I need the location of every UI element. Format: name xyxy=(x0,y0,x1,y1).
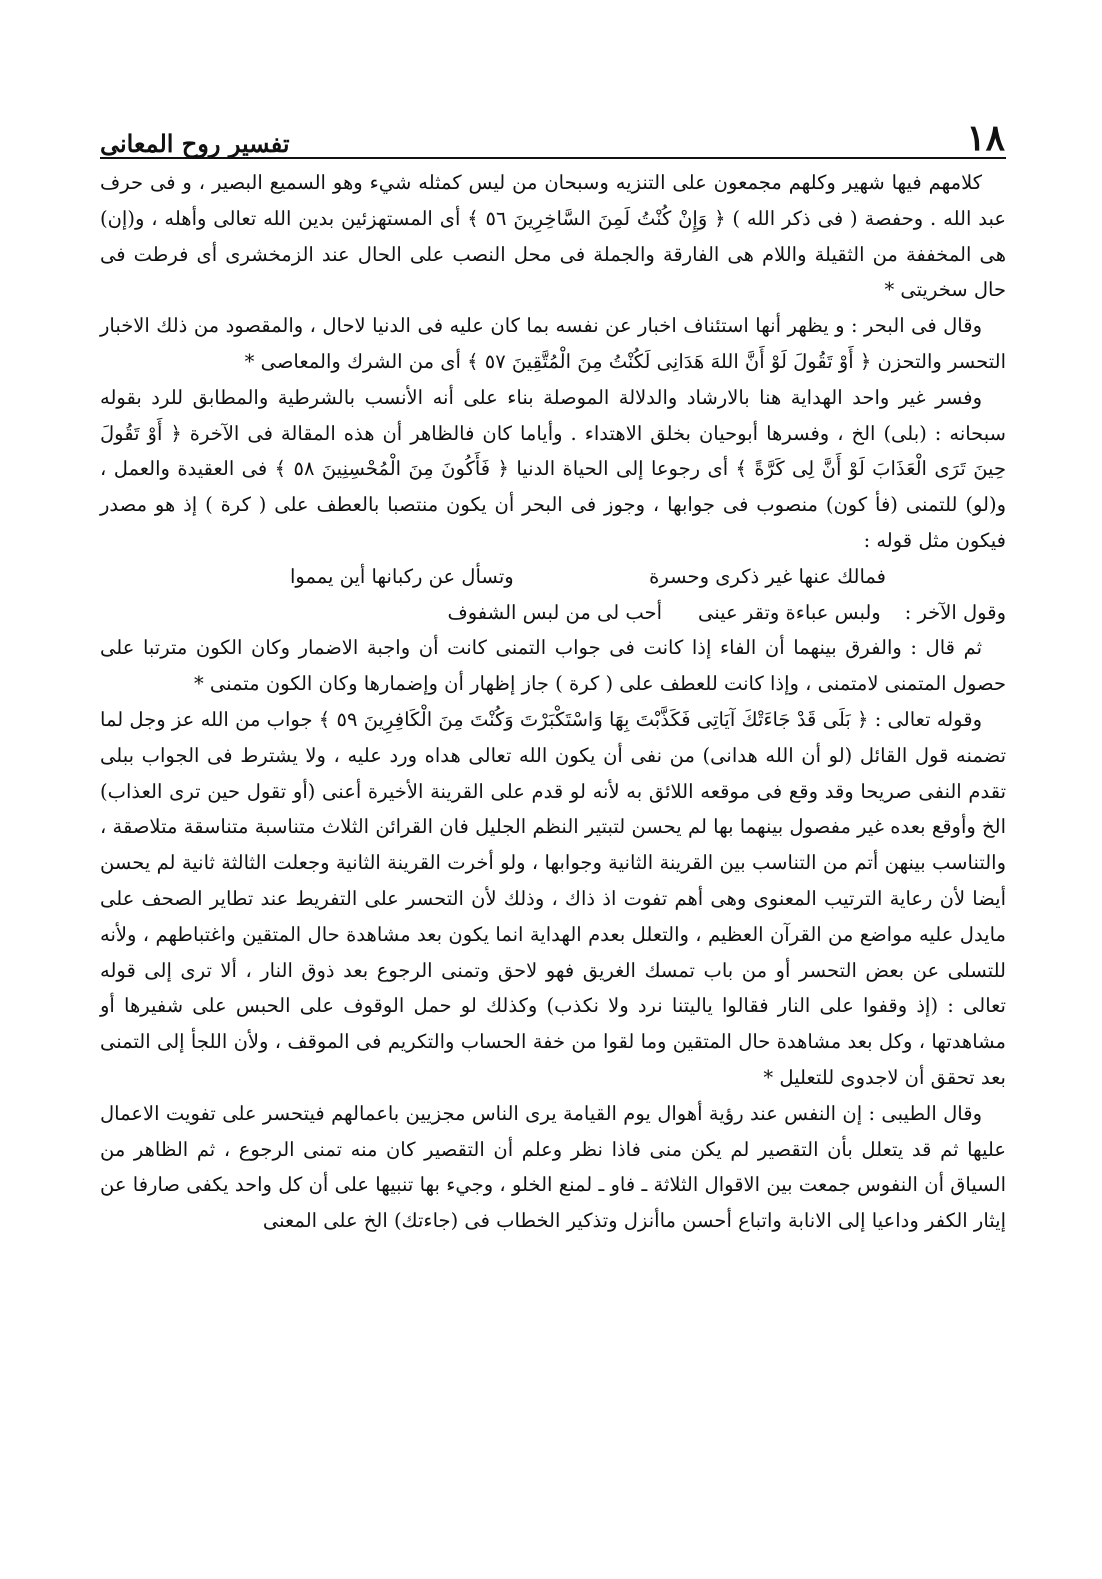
paragraph-6: وقال الطيبى : إن النفس عند رؤية أهوال يوم القيامة يرى الناس مجزيين باعمالهم فيتحسر على تفويت الاعمال عليها ثم قد يتعلل بأن التقصير لم يكن منى فاذا نظر وعلم أن التقصير كان منه تمنى الرجوع ، ثم الظاهر من السياق أن النفوس جمعت بين الاقوال الثلاثة ـ فاو ـ لمنع الخلو ، وجيء بها تنبيها على أن كل واحد يكفى صارفا عن إيثار الكفر وداعيا إلى الانابة واتباع أحسن ماأنزل وتذكير الخطاب فى (جاءتك) الخ على المعنى xyxy=(100,1101,1006,1233)
poetry-verse-1 xyxy=(100,559,1006,595)
paragraph-5: وقوله تعالى : ﴿ بَلَى قَدْ جَاءَتْكَ آيَاتِى فَكَذَّبْتَ بِهَا وَاسْتَكْبَرْتَ وَكُنْتَ مِنَ الْكَافِرِينَ ٥٩ ﴾ جواب من الله عز وجل لما تضمنه قول القائل (لو أن الله هدانى) من نفى أن يكون الله تعالى هداه ورد عليه ، ولا يشترط فى الجواب ببلى تقدم النفى صريحا وقد وقع فى موقعه اللائق به لأنه لو قدم على القرينة الأخيرة أعنى (أو تقول حين ترى العذاب) الخ وأوقع بعده غير مفصول بينهما بها لم يحسن لتبتير النظم الجليل فان القرائن الثلاث متناسبة متناسقة متلاصقة ، والتناسب بينهن أتم من التناسب بين القرينة الثانية وجوابها ، ولو أخرت القرينة الثانية وجعلت الثالثة ثانية لم يحسن أيضا لأن رعاية الترتيب المعنوى وهى أهم تفوت اذ ذاك ، وذلك لأن التحسر على التفريط عند تطاير الصحف على مايدل عليه مواضع من القرآن العظيم ، والتعلل بعدم الهداية انما يكون بعد مشاهدة حال المتقين واغتباطهم ، ولأنه للتسلى عن بعض التحسر أو من باب تمسك الغريق فهو لاحق وتمنى الرجوع بعد ذوق النار ، ألا ترى إلى قوله تعالى : (إذ وقفوا على النار فقالوا ياليتنا نرد ولا نكذب) وكذلك لو حمل الوقوف على الحبس على شفيرها أو مشاهدتها ، وكل بعد مشاهدة حال المتقين وما لقوا من خفة الحساب والتكريم فى الموقف ، ولأن اللجأ إلى التمنى بعد تحقق أن لاجدوى للتعليل * xyxy=(100,707,1006,1089)
verse-1-hemistich-1: فمالك عنها غير ذكرى وحسرة xyxy=(649,564,886,588)
verse-2-lead: وقول الآخر : xyxy=(904,600,1006,624)
paragraph-3: وفسر غير واحد الهداية هنا بالارشاد والدلالة الموصلة بناء على أنه الأنسب بالشرطية والمطابق للرد بقوله سبحانه : (بلى) الخ ، وفسرها أبوحيان بخلق الاهتداء . وأياما كان فالظاهر أن هذه المقالة فى الآخرة ﴿ أَوْ تَقُولَ حِينَ تَرَى الْعَذَابَ لَوْ أَنَّ لِى كَرَّةً ﴾ أى رجوعا إلى الحياة الدنيا ﴿ فَأَكُونَ مِنَ الْمُحْسِنِينَ ٥٨ ﴾ فى العقيدة والعمل ، و(لو) للتمنى (فأ كون) منصوب فى جوابها ، وجوز فى البحر أن يكون منتصبا بالعطف على ( كرة ) إذ هو مصدر فيكون مثل قوله : xyxy=(100,385,1006,552)
verse-2-hemistich-1: ولبس عباءة وتقر عينى xyxy=(698,600,881,624)
paragraph-2: وقال فى البحر : و يظهر أنها استئناف اخبار عن نفسه بما كان عليه فى الدنيا لاحال ، والمقصود من ذلك الاخبار التحسر والتحزن ﴿ أَوْ تَقُولَ لَوْ أَنَّ اللهَ هَدَانِى لَكُنْتُ مِنَ الْمُتَّقِينَ ٥٧ ﴾ أى من الشرك والمعاصى * xyxy=(100,314,1006,373)
page-number: ١٨ xyxy=(966,117,1005,159)
paragraph-1: كلامهم فيها شهير وكلهم مجمعون على التنزيه وسبحان من ليس كمثله شيء وهو السميع البصير ، و فى حرف عبد الله . وحفصة ( فى ذكر الله ) ﴿ وَإِنْ كُنْتُ لَمِنَ السَّاخِرِينَ ٥٦ ﴾ أى المستهزئين بدين الله تعالى وأهله ، و(إن) هى المخففة من الثقيلة واللام هى الفارقة والجملة فى محل النصب على الحال عند الزمخشرى أى فرطت فى حال سخريتى * xyxy=(100,171,1006,302)
page-header xyxy=(100,110,1005,159)
paragraph-4: ثم قال : والفرق بينهما أن الفاء إذا كانت فى جواب التمنى كانت أن واجبة الاضمار وكان الكون مترتبا على حصول المتمنى لامتمنى ، وإذا كانت للعطف على ( كرة ) جاز إظهار أن وإضمارها وكان الكون متمنى * xyxy=(100,636,1006,696)
verse-2-hemistichs xyxy=(448,595,881,631)
page-body xyxy=(100,165,1006,1239)
running-title: تفسير روح المعانى xyxy=(100,129,290,158)
header-rule xyxy=(100,157,1006,159)
verse-2-hemistich-2: أحب لى من لبس الشفوف xyxy=(447,600,663,624)
poetry-verse-2 xyxy=(100,595,1006,631)
verse-1-hemistich-2: وتسأل عن ركبانها أين يمموا xyxy=(290,564,514,588)
